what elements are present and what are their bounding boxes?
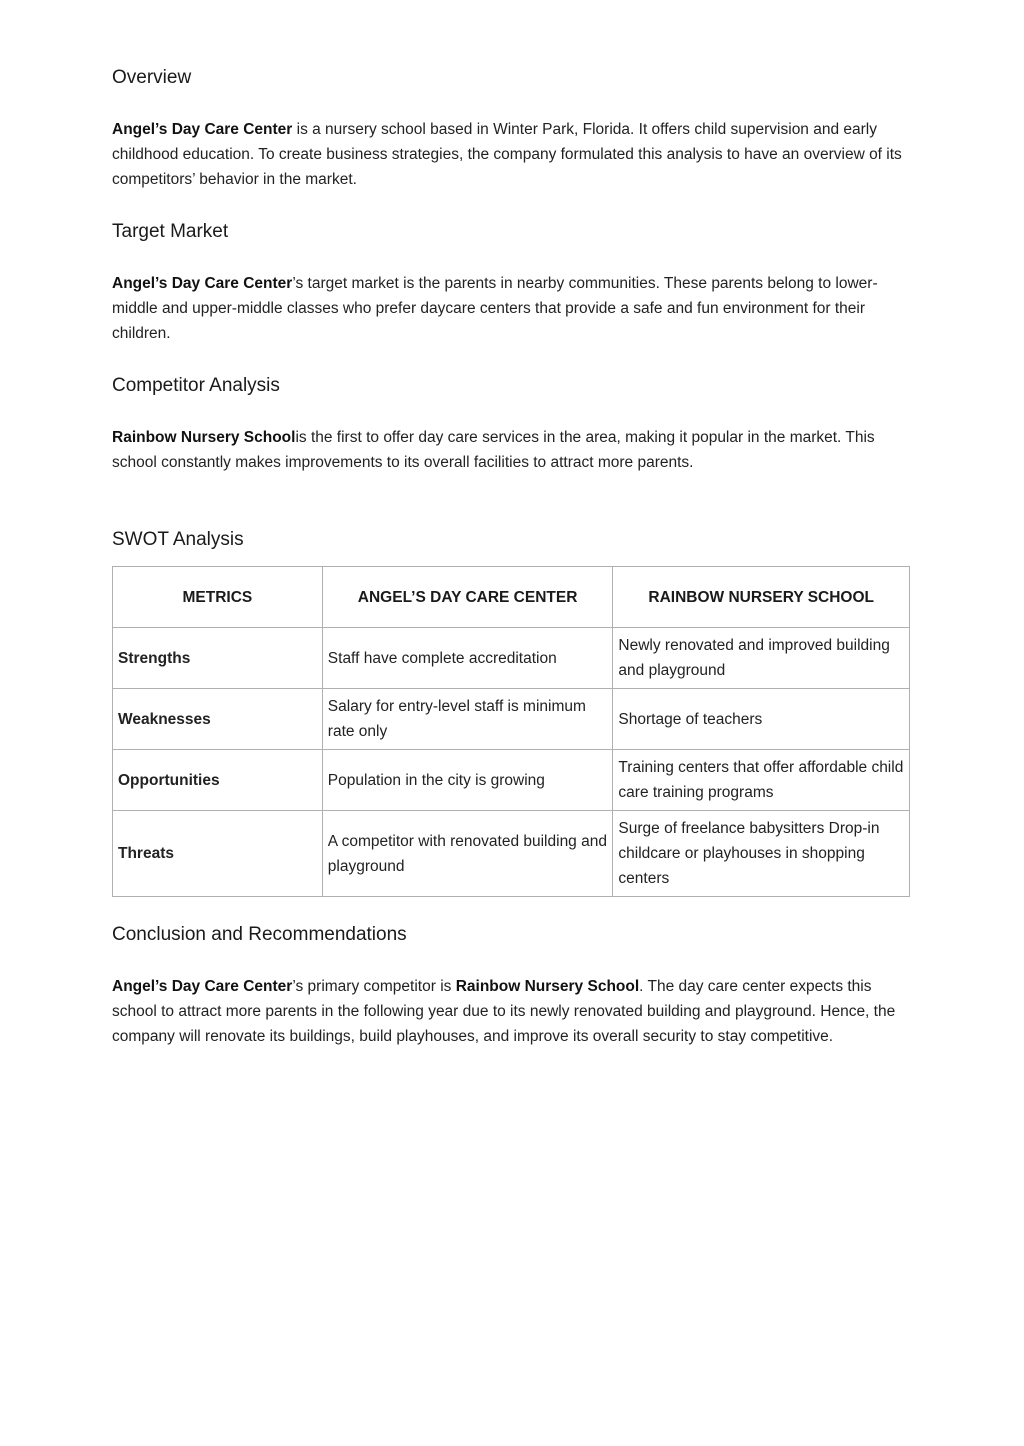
competitor-name: Rainbow Nursery School bbox=[455, 978, 640, 995]
competitor-paragraph bbox=[112, 425, 910, 475]
cell: Training centers that offer affordable child care training programs bbox=[613, 750, 910, 811]
conclusion-text: . The day care center expects this school to attract more parents in the following year due to its newly renovated building and playground. Hence, the company will renovate its buildings, build playhouses, and improve its overall security to stay competitive. bbox=[112, 978, 896, 1045]
competitor-heading: Competitor Analysis bbox=[112, 375, 280, 396]
cell: Shortage of teachers bbox=[613, 689, 910, 750]
table-header-row bbox=[113, 567, 910, 628]
conclusion-paragraph bbox=[112, 974, 910, 1049]
table-row bbox=[113, 689, 910, 750]
overview-heading: Overview bbox=[112, 67, 192, 88]
metric-cell: Threats bbox=[113, 811, 323, 897]
company-name: Angel’s Day Care Center bbox=[112, 978, 293, 995]
company-name: Angel’s Day Care Center bbox=[112, 121, 293, 138]
target-market-paragraph bbox=[112, 271, 910, 346]
table-row bbox=[113, 628, 910, 689]
cell: A competitor with renovated building and playground bbox=[322, 811, 613, 897]
competitor-text: is the first to offer day care services in the area, making it popular in the market. This school constantly makes improvements to its overall facilities to attract more parents. bbox=[112, 429, 875, 471]
table-row bbox=[113, 811, 910, 897]
header-cell: RAINBOW NURSERY SCHOOL bbox=[613, 567, 910, 628]
cell: Staff have complete accreditation bbox=[322, 628, 613, 689]
header-cell: METRICS bbox=[113, 567, 323, 628]
overview-paragraph bbox=[112, 117, 910, 192]
swot-table bbox=[112, 566, 910, 897]
target-text: ’s target market is the parents in nearby communities. These parents belong to lower-middle and upper-middle classes who prefer daycare centers that provide a safe and fun environment for their children. bbox=[112, 275, 878, 342]
company-name: Angel’s Day Care Center bbox=[112, 275, 293, 292]
cell: Newly renovated and improved building and playground bbox=[613, 628, 910, 689]
overview-text: is a nursery school based in Winter Park, Florida. It offers child supervision and early childhood education. To create business strategies, the company formulated this analysis to have an overview of its competitors’ behavior in the market. bbox=[112, 121, 902, 188]
metric-cell: Strengths bbox=[113, 628, 323, 689]
swot-heading: SWOT Analysis bbox=[112, 529, 244, 550]
table-row bbox=[113, 750, 910, 811]
cell: Salary for entry-level staff is minimum rate only bbox=[322, 689, 613, 750]
metric-cell: Opportunities bbox=[113, 750, 323, 811]
header-cell: ANGEL’S DAY CARE CENTER bbox=[322, 567, 613, 628]
cell: Surge of freelance babysitters Drop-in childcare or playhouses in shopping centers bbox=[613, 811, 910, 897]
conclusion-heading: Conclusion and Recommendations bbox=[112, 924, 407, 945]
conclusion-text: ’s primary competitor is bbox=[292, 978, 456, 995]
metric-cell: Weaknesses bbox=[113, 689, 323, 750]
competitor-name: Rainbow Nursery School bbox=[112, 429, 296, 446]
cell: Population in the city is growing bbox=[322, 750, 613, 811]
target-market-heading: Target Market bbox=[112, 221, 229, 242]
